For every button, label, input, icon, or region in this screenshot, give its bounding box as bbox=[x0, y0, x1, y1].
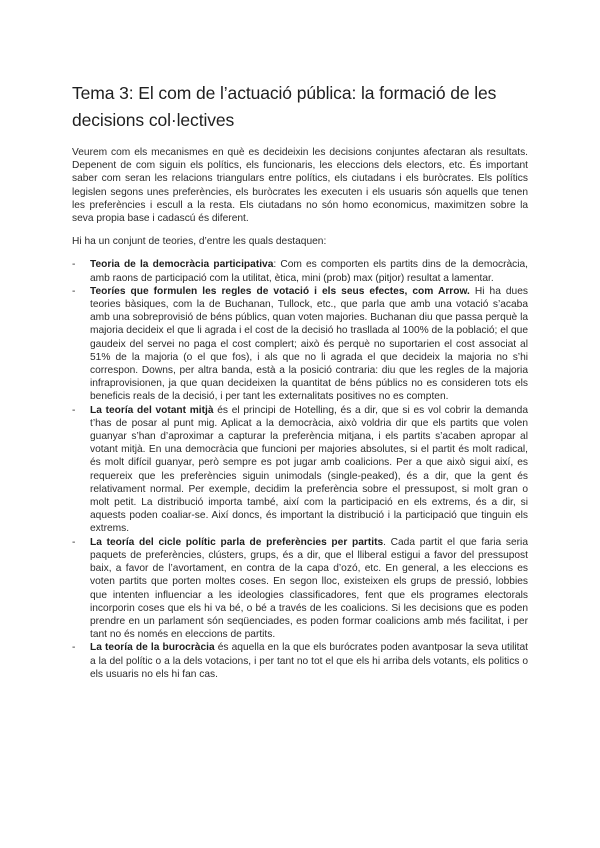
list-item bbox=[72, 258, 528, 284]
list-item-text: . Cada partit el que faria seria paquets de preferències, clústers, grups, és a dir, que el lliberal estigui a favor del pressupost baix, a favor de l’avortament, en contra de la capa d’ozó, etc. En general, a les eleccions es voten partits que porten moltes coses. En segon lloc, existeixen els grups de pressió, lobbies que intenten influenciar a les ideologies classificadores, fent que els programes electorals incorporin coses que els hi va bé, o bé a través de les coalicions. Si les decisions que es poden prendre en un parlament són seqüenciades, es poden formar coalicions amb més facilitat, i per tant no és només en eleccions de partits. bbox=[90, 536, 528, 641]
list-item bbox=[72, 285, 528, 404]
bullet-marker: - bbox=[72, 259, 76, 271]
document-page bbox=[72, 80, 528, 681]
list-item bbox=[72, 641, 528, 681]
bullet-marker: - bbox=[72, 404, 76, 416]
list-item-term: La teoría de la burocràcia bbox=[90, 642, 215, 654]
list-item-term: Teoríes que formulen les regles de votació i els seus efectes, com Arrow. bbox=[90, 285, 470, 297]
list-item-term: Teoria de la democràcia participativa bbox=[90, 259, 274, 271]
bullet-marker: - bbox=[72, 536, 76, 548]
lead-paragraph: Hi ha un conjunt de teories, d’entre les quals destaquen: bbox=[72, 236, 327, 248]
bullet-marker: - bbox=[72, 285, 76, 297]
list-item-text: és el principi de Hotelling, és a dir, que si es vol cobrir la demanda t’has de posar al punt mig. Aplicat a la democràcia, això voldria dir que els partits que volen guanyar s’han d’aproximar a capturar la preferència mitjana, i els partits s’acaben apropar al votant mitjà. En una democràcia que funcioni per majories absolutes, si el partit és molt radical, és molt difícil guanyar, però sempre es pot jugar amb coalicions. Per a que això sigui així, es requereix que les preferències siguin unimodals (single-peaked), és a dir, que la gent és relativament normal. Per exemple, decidim la preferència sobre el pressupost, si molt gran o molt petit. La distribució importa també, així com la participació en els extrems, és a dir, si aquests poden coaliar-se. Així doncs, és important la distribució i la participació que tinguin els extrems. bbox=[90, 404, 528, 535]
list-item bbox=[72, 404, 528, 536]
list-item-term: La teoría del cicle polític parla de preferències per partits bbox=[90, 536, 384, 548]
intro-paragraph: Veurem com els mecanismes en què es decideixin les decisions conjuntes afectaran als resultats. Depenent de com siguin els polítics, els funcionaris, les eleccions dels electors, etc. És important saber com seran les relacions triangulars entre polítics, els ciutadans i els buròcrates. Els polítics legislen segons unes preferències, els buròcrates les executen i els usuaris són aquells que tenen les preferències i escull a la resta. Els ciutadans no són homo economicus, maximitzen sobre la seva propia base i cadascú és diferent. bbox=[72, 147, 528, 225]
list-item-text: Hi ha dues teories bàsiques, com la de Buchanan, Tullock, etc., que parla que amb una votació s’acaba amb una sobreprovisió de béns públics, quan voten majories. Buchanan diu que passa perquè la majoria decideix el que li agrada i el cost de la decisió ho trasllada al 100% de la població; el que gaudeix del servei no paga el cost complert; això és perquè no suportarien el cost associat al 51% de la majoria (o el que fos), i als que no li agrada el que decideix la majoria no s’hi correspon. Downs, per altra banda, està a la posició contraria: diu que les regles de la majoria infraprovisionen, ja que quan decideixen la quantitat de béns públics no es consideren tots els beneficis reals de la decisió, i per tant les externalitats positives no es compten. bbox=[90, 285, 528, 403]
bullet-marker: - bbox=[72, 642, 76, 654]
list-item-text: : Com es comporten els partits dins de la democràcia, amb raons de participació com la utilitat, ètica, mini (prob) max (pitjor) resultat a lamentar. bbox=[90, 259, 528, 284]
theories-list bbox=[72, 258, 528, 681]
list-item-text: és aquella en la que els burócrates poden avantposar la seva utilitat a la del polític o a la dels votacions, i per tant no tot el que els hi arriba dels votants, els politics o els usuaris no els hi fan cas. bbox=[90, 642, 528, 680]
document-title: Tema 3: El com de l’actuació pública: la formació de les decisions col·lectives bbox=[72, 83, 497, 130]
list-item-term: La teoría del votant mitjà bbox=[90, 404, 214, 416]
list-item bbox=[72, 536, 528, 642]
